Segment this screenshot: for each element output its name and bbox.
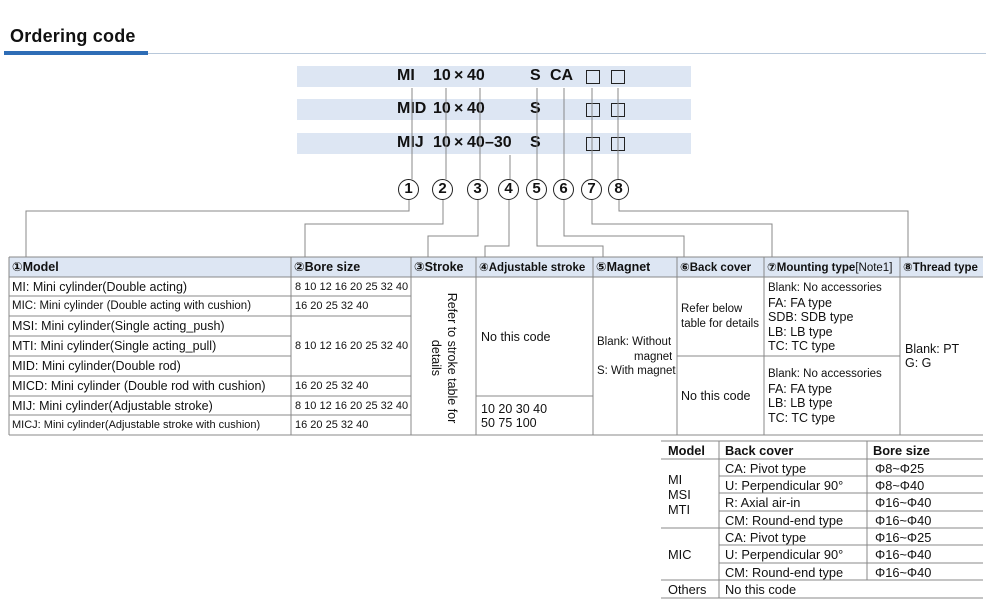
bc-group1-models: [668, 472, 691, 517]
callout-circle-2: 2: [432, 179, 453, 200]
code-times: ×: [454, 67, 464, 84]
mount-option: Blank: No accessories: [768, 368, 882, 380]
thread-g: G: G: [905, 356, 932, 370]
bc-model: MSI: [668, 487, 691, 502]
magnet-s: S: With magnet: [597, 365, 676, 377]
thread-pt: Blank: PT: [905, 342, 960, 356]
bc-bore: Φ16~Φ40: [875, 513, 932, 528]
bc-cover: CM: Round-end type: [725, 513, 844, 528]
bc-cover: R: Axial air-in: [725, 495, 801, 510]
mount-option: LB: LB type: [768, 396, 833, 410]
code-bore: 10: [433, 100, 451, 117]
bc-bore: Φ16~Φ40: [875, 547, 932, 562]
header-back-cover: ⑥Back cover: [680, 262, 752, 274]
mount-option: FA: FA type: [768, 295, 832, 310]
bc-cover: U: Perpendicular 90°: [725, 547, 844, 562]
code-adjustable: –30: [485, 134, 512, 151]
page-title: Ordering code: [10, 26, 136, 46]
bc-bore: Φ16~Φ40: [875, 495, 932, 510]
bc-bore: Φ16~Φ25: [875, 530, 932, 545]
bc-bore: Φ8~Φ40: [875, 478, 925, 493]
code-magnet: S: [530, 134, 541, 151]
code-times: ×: [454, 100, 464, 117]
mount-option: Blank: No accessories: [768, 282, 882, 294]
code-model: MID: [397, 100, 427, 117]
bore-size-value: 8 10 12 16 20 25 32 40: [295, 281, 409, 293]
callout-circle-8: 8: [608, 179, 629, 200]
code-bore: 10: [433, 134, 451, 151]
code-times: ×: [454, 134, 464, 151]
model-row: MICD: Mini cylinder (Double rod with cushion): [12, 379, 266, 393]
mounting-type-note: [Note1]: [855, 262, 893, 274]
mount-option: FA: FA type: [768, 381, 832, 396]
code-bore: 10: [433, 67, 451, 84]
mount-option: TC: TC type: [768, 339, 836, 353]
header-bore-size: ②Bore size: [294, 260, 361, 274]
adjustable-none: No this code: [481, 330, 551, 344]
stroke-text: Refer to stroke table for details: [429, 292, 459, 424]
model-row: MIJ: Mini cylinder(Adjustable stroke): [12, 399, 213, 413]
code-cover: CA: [550, 67, 574, 84]
code-stroke: 40: [467, 67, 485, 84]
magnet-blank: Blank: Without: [597, 336, 672, 348]
back-cover-refer: Refer below: [681, 303, 743, 315]
model-row: MIC: Mini cylinder (Double acting with cushion): [12, 300, 252, 312]
callout-circle-4: 4: [498, 179, 519, 200]
header-thread-type: ⑧Thread type: [903, 262, 978, 274]
header-model: ①Model: [12, 260, 59, 274]
adjustable-values-1: 10 20 30 40: [481, 402, 548, 416]
bc-header-model: Model: [668, 443, 705, 458]
model-row: MID: Mini cylinder(Double rod): [12, 359, 181, 373]
model-row: MTI: Mini cylinder(Single acting_pull): [12, 339, 217, 353]
header-stroke: ③Stroke: [414, 260, 464, 274]
callout-circle-7: 7: [581, 179, 602, 200]
header-magnet: ⑤Magnet: [596, 260, 651, 274]
bc-cover: CA: Pivot type: [725, 530, 807, 545]
adjustable-values-2: 50 75 100: [481, 416, 537, 430]
bc-cover: U: Perpendicular 90°: [725, 478, 844, 493]
bore-size-value: 8 10 12 16 20 25 32 40: [295, 400, 409, 412]
model-row: MICJ: Mini cylinder(Adjustable stroke with cushion): [12, 419, 261, 431]
bc-header-bore-size: Bore size: [873, 443, 930, 458]
callout-circle-3: 3: [467, 179, 488, 200]
code-magnet: S: [530, 100, 541, 117]
mount-option: LB: LB type: [768, 324, 833, 339]
bc-bore: Φ16~Φ40: [875, 565, 932, 580]
bore-size-value: 16 20 25 32 40: [295, 419, 369, 431]
bc-others-cover: No this code: [725, 582, 797, 597]
callout-circle-6: 6: [553, 179, 574, 200]
bc-cover: CA: Pivot type: [725, 461, 807, 476]
bore-size-value: 8 10 12 16 20 25 32 40: [295, 340, 409, 352]
model-row: MSI: Mini cylinder(Single acting_push): [12, 319, 225, 333]
code-stroke: 40: [467, 134, 485, 151]
bc-cover: CM: Round-end type: [725, 565, 844, 580]
model-row: MI: Mini cylinder(Double acting): [12, 280, 188, 294]
code-stroke: 40: [467, 100, 485, 117]
header-adjustable-stroke: ④Adjustable stroke: [479, 262, 586, 274]
back-cover-none: No this code: [681, 389, 751, 403]
code-magnet: S: [530, 67, 541, 84]
mount-option: TC: TC type: [768, 410, 836, 425]
bc-group2-model: MIC: [668, 547, 692, 562]
bore-size-value: 16 20 25 32 40: [295, 300, 369, 312]
callout-circle-5: 5: [526, 179, 547, 200]
back-cover-refer-cont: table for details: [681, 318, 759, 330]
bc-others-model: Others: [668, 582, 707, 597]
mount-option: SDB: SDB type: [768, 310, 854, 324]
bc-model: MI: [668, 472, 683, 487]
code-model: MI: [397, 67, 415, 84]
callout-circle-1: 1: [398, 179, 419, 200]
mounting-type-label: ⑦Mounting type: [767, 262, 856, 274]
bc-model: MTI: [668, 502, 691, 517]
bc-header-back-cover: Back cover: [725, 443, 794, 458]
code-model: MIJ: [397, 134, 424, 151]
bc-bore: Φ8~Φ25: [875, 461, 925, 476]
magnet-blank-cont: magnet: [634, 351, 673, 363]
bore-size-value: 16 20 25 32 40: [295, 380, 369, 392]
